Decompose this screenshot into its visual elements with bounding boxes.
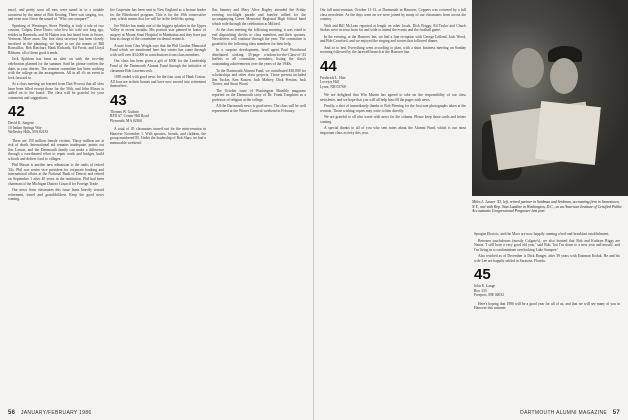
body-text: And so to bed. Everything went according to plan, with a short business meeting on Sunday morning followed by the farewell brunch at the Hanover Inn. [320,45,466,55]
right-column-1 [320,8,466,138]
body-text: Finally, a shot of immediately thanks to Bob Fleming for the first-rate photographs taken at the reunion. Those wishing copies may write to him directly. [320,104,466,113]
body-text: Sprague Electric, and the Macs are now happily running a bed-and-breakfast establishment. [474,232,610,236]
body-text: Joe Wilder has made one of the biggest splashes in the Upper Valley in recent months. His portrait was painted in honor of surgery at Mount Sinai Hospital in Manhattan and they have put him in charge of the committee on dental research. [110,23,206,42]
body-text: Also reached as of December is Dick Ranger, after 39 years with Eastman Kodak. He and his wife Lee are happily settled in Sarasota, Florida. [474,254,620,263]
body-text: A note from Glen Wright says that the Phil Gordon Memorial Fund which we mentioned here last winter has come through with well over $14,000 in contributions from class members. [110,43,206,57]
body-text: We are delighted that Win Martin has agreed to take on the responsibility of our class newsletter, and we hope that you will all help him fill the pages with news. [320,93,466,102]
body-text: Walt and Bill McLean reported at length on other locals. Dick Briggs, Ed Taylor and Chuck Stokes were in town from far and wide to attend the events and the football game. [320,23,466,33]
body-text: In the evening, at the Hanover Inn, we had a fine reception with George Lelland, Jack Wood, and Bob Crawford, and we enjoyed the singing and stories that followed dinner. [320,34,466,44]
photo-figure [512,48,544,88]
body-text: Here's hoping that 1986 will be a good year for all of us, and that we will see many of you in Hanover this summer. [474,301,620,311]
photo-figure [550,58,578,94]
photo-book [535,101,601,165]
body-text: 1985 ended with good news for the four sons of Hank Cotton. All four are in their homes and have now moved into retirement themselves. [110,75,206,89]
class-number-43: 43 [110,91,127,109]
left-column-1 [8,8,104,204]
body-text: ence), and pretty soon all ears were tuned in to a notable raconteur by the name of Bob Keating. There was singing, too, and even now I hear the sound of "Who can compare?" [8,8,104,22]
magazine-name: DARTMOUTH ALUMNI MAGAZINE [520,410,608,416]
body-text: At the class meeting the following morning, it was voted to end dispatching checks to class members and their spouses. Newsletters will continue through the year. The committee is grateful to the following class members for their help. [212,28,306,46]
body-text: There are 150 million female victims. Thirty million are at risk of death. International aid remains inadequate, points out Jim Larson, and the Dartmouth family can make a difference through a coordinated effort to repair roads and bridges, build schools and deliver food to villages. [8,138,104,161]
address-line: Plymouth, MA 02360 [110,118,143,123]
photo-caption: Miles L. Lasser '43, left, retired partner in Seidman and Seidman, accounting firm in Jamestown, N.Y., met with Rep. Stan Lundine in Washington, D.C., as an American Institute of Certified Public Accountants Congressional Prognoser last year. [472,200,622,214]
right-page [314,0,628,420]
secretary-name: Frederick L. Hier [320,75,346,80]
address-line: RFD #7, Center Hill Road [110,114,149,119]
page-number: 57 [612,410,620,416]
class-number-44: 44 [320,57,337,75]
body-text: Between touchdowns (mostly Colgate's), we also learned that Bob and Kathryn Riggs are Nanas. 'I still have a very good old year,' said Bob, 'but I'm down to a new year and myself, and I'm living in a condominium overlooking Lake Sunapee.' [474,238,620,252]
page-number: 56 [8,410,16,416]
secretary-name: Thomas W. Guthrie [110,109,139,114]
secretary-name: David K. Sargent [8,121,34,126]
body-text: Our class has been given a gift of $500 for the Leadership Fund of the Dartmouth Alumni Fund through the initiative of classmate Bob Leavenworth. [110,59,206,73]
body-text: A total of 45 classmates turned out for the mini-reunion in Hanover November 1. With spouses, friends, and children, the group numbered 85. Under the leadership of Bob Shaw we had a memorable weekend. [110,126,206,145]
address-line: Freeport, ME 04032 [474,293,505,298]
left-column-2 [110,8,206,147]
class-secretary-address [110,110,206,123]
class-secretary-address [8,121,104,134]
class-number-42: 42 [8,103,25,121]
body-text: In a surprise development, head agent Paul Woodward distributed striking 35-page wisdom-for-the-Class-of-'43 leaflets to all committee members, listing the class's outstanding achievements over the years of the 1940s. [212,48,306,67]
address-line: Lyme, NH 03768 [320,84,346,89]
body-text: Jim Sauntry and Mary Alice Bagley attended the Friday evening torchlight parade and bonfire rallied for the accompanying Green Memorial Regional High School band which rode through the celebration at Milford. [212,8,306,26]
right-column-2 [474,232,620,313]
address-line: Lovejoy Hill [320,80,339,85]
secretary-name: John E. Lange [474,284,496,289]
page-footer-right [520,410,620,416]
class-secretary-address [474,284,620,297]
photo-two-men [472,0,628,196]
left-column-3 [212,8,306,115]
body-text: The October issue of Washington Monthly magazine reported on the Dartmouth story of Dr. Frank Tompkins as a professor of religion at the college. [212,88,306,102]
page-footer-left [8,410,91,416]
body-text: Our fall mini-reunion, October 11-13, at Dartmouth in Hanover, Coppers was crowned by a full class newsletter. As the days went on we were joined by many of our classmates from across the country. [320,8,466,22]
class-number-45: 45 [474,266,491,284]
body-text: Joe Carpenter has been sent to New England as a lecture leader for the Elderhostel program. This is for the 19th consecutive year, which means that Joe will be in the field this spring. [110,8,206,22]
body-text: Speaking of Wessinger, Steve Weinlig is truly a tale of two cousins. Calpin, Dave Davis, who lost his wife not long ago, resides in Bermuda, and Al Hatton was last heard from at Stowe, Vermont. More anon. Our fine class secretary has been closely involved in the planning; we hope to see the names of Bill Roussillac, Bob Rinchart, Hank Richards, Ed Frech, and Lloyd Ribbans, all of them good friends. [8,23,104,55]
address-line: Box 133 [474,288,487,293]
body-text: All the Dartmouth news is good news. The class will be well represented at the Winter Carnival weekend in February. [212,104,306,113]
body-text: A special thanks to all of you who sent notes about the Alumni Fund, which is our most important class activity this year. [320,126,466,135]
body-text: To the Dartmouth Alumni Fund, we contributed $18,000 for scholarships and other class projects. Those present included Jim Tucker, Ken Kasten, Jack Mabrey, Dick Preston, Jack Trotter, and Stout Wood. [212,68,306,87]
class-secretary-address [320,76,466,89]
body-text: Our news from classmates this issue leans heavily toward retirement, travel and grandchildren. Keep the good news coming. [8,188,104,202]
body-text: Phil Mason is another new admission to the ranks of retired '42s. Phil was senior vice president for corporate banking and international affairs at the National Bank of Detroit and retired on September 1 after 40 years in the institution. Phil had been chairman of the Michigan District Council for Foreign Trade. [8,163,104,186]
body-text: Jack Sjoblom has been an alert on with the two-day celebration planned for the summer. Said he: please confirm the dates in your diaries. The reunion committee has been working with the college on the arrangements. All in all it's an event to look forward to. [8,57,104,80]
address-line: Wellesley Hills, MA 02181 [8,130,49,135]
body-text: We are grateful to all who wrote with news for the column. Please keep those cards and letters coming. [320,115,466,124]
body-text: At a class meeting we learned from Dan Provost that all slots have been filled except those for the 50th, and John Moses is added on to the board. The class will be grateful for your comments and suggestions. [8,82,104,100]
address-line: 10 Indian Springs Way [8,125,42,130]
issue-date: JANUARY/FEBRUARY 1986 [20,410,92,416]
